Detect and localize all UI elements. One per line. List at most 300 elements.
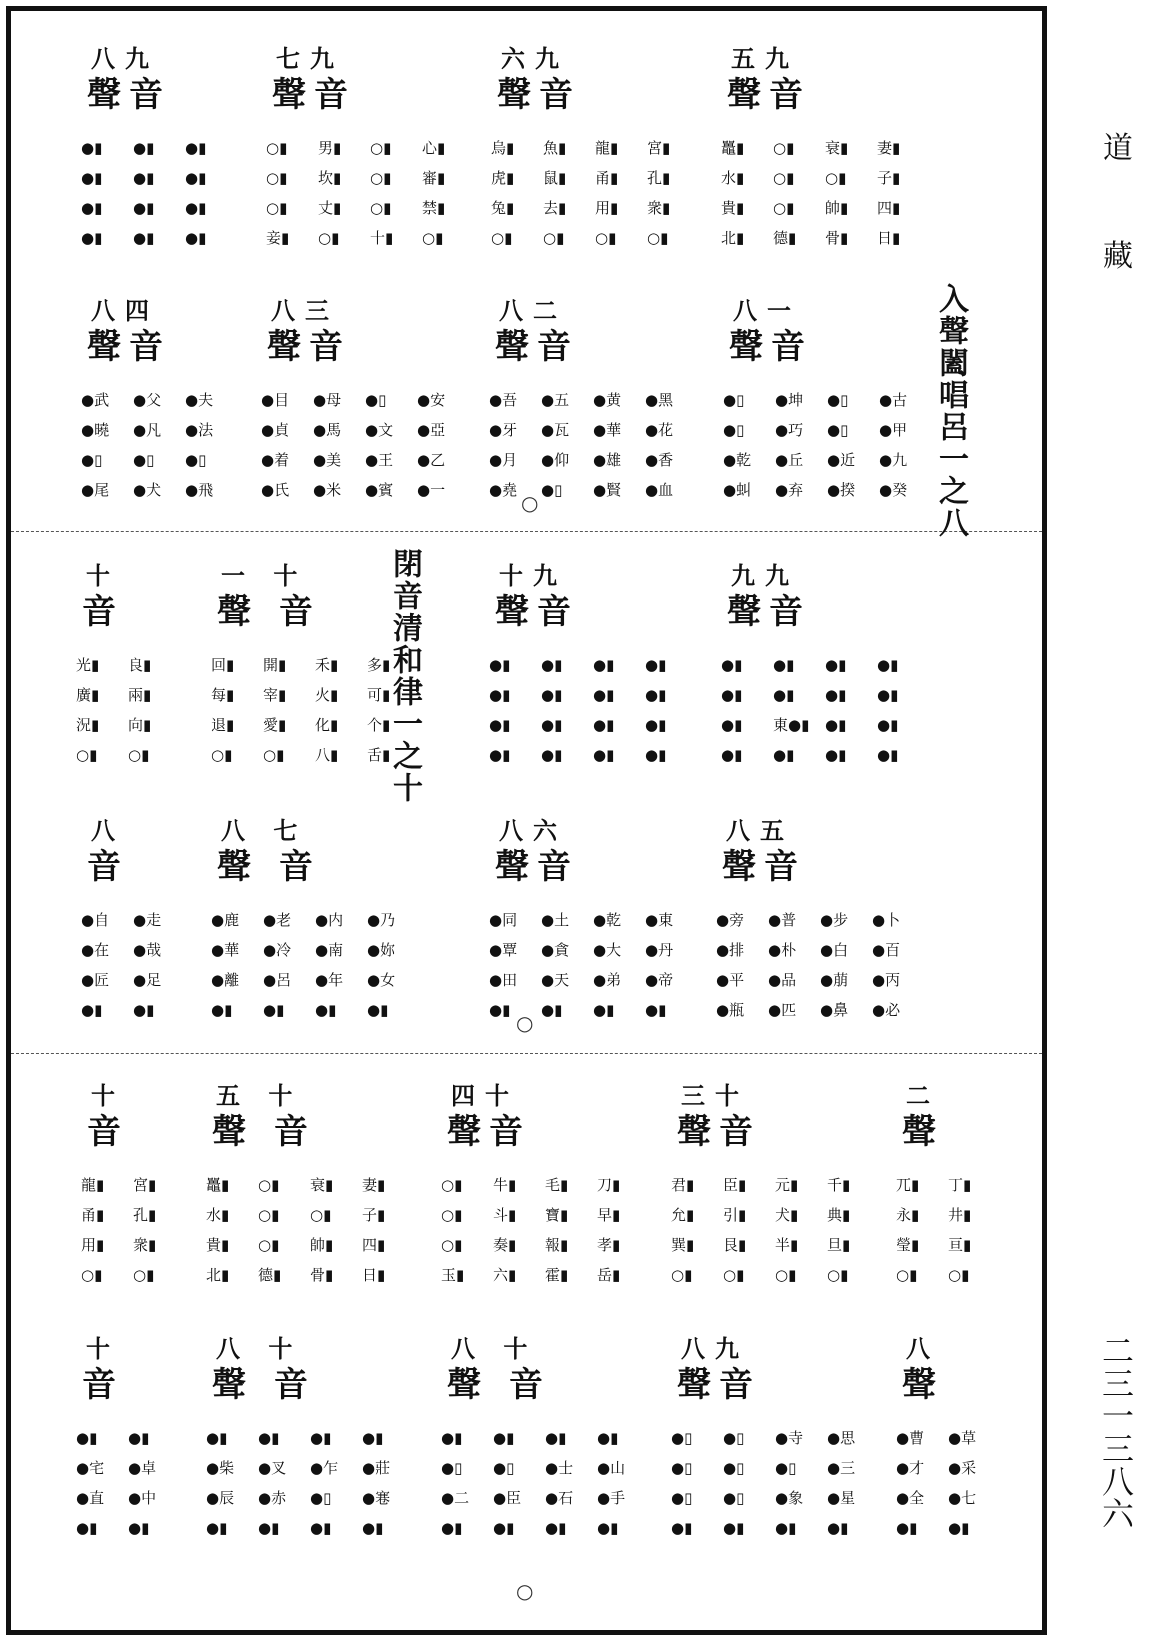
block-heading bbox=[206, 1329, 406, 1413]
character-grid bbox=[723, 389, 923, 501]
grid-cell: ●甲 bbox=[879, 421, 908, 439]
grid-cell: ●▮ bbox=[645, 716, 667, 734]
grid-cell: ●弟 bbox=[593, 971, 622, 989]
grid-cell: ●丘 bbox=[775, 451, 804, 469]
text-block bbox=[716, 811, 916, 1031]
grid-cell: ●土 bbox=[541, 911, 570, 929]
heading-number: 四十 bbox=[451, 1081, 519, 1110]
grid-cell bbox=[1000, 1457, 1044, 1479]
grid-cell bbox=[1052, 1234, 1096, 1256]
grid-cell: 衰▮ bbox=[310, 1176, 334, 1194]
grid-cell: 丁▮ bbox=[948, 1176, 972, 1194]
grid-cell: 用▮ bbox=[81, 1236, 105, 1254]
heading-number: 九九 bbox=[731, 561, 799, 590]
grid-cell bbox=[1052, 1487, 1096, 1509]
grid-cell: 巽▮ bbox=[671, 1236, 695, 1254]
grid-cell: 丈▮ bbox=[318, 199, 342, 217]
text-block bbox=[81, 39, 281, 259]
grid-cell: 報▮ bbox=[545, 1236, 569, 1254]
grid-cell: ●尾 bbox=[81, 481, 110, 499]
heading-title: 聲 音 bbox=[212, 1365, 316, 1405]
heading-title: 聲音 bbox=[495, 847, 579, 887]
character-grid bbox=[266, 137, 466, 249]
grid-cell: ●▮ bbox=[541, 1001, 563, 1019]
grid-cell: ●宅 bbox=[76, 1459, 105, 1477]
grid-cell: ●▮ bbox=[597, 1429, 619, 1447]
heading-number: 八二 bbox=[499, 296, 567, 325]
character-grid bbox=[716, 909, 916, 1021]
grid-cell: ●▮ bbox=[721, 746, 743, 764]
grid-cell: ●▯ bbox=[827, 391, 849, 409]
grid-cell: ○▮ bbox=[827, 1266, 849, 1284]
character-grid bbox=[721, 654, 921, 766]
grid-cell: 早▮ bbox=[597, 1206, 621, 1224]
grid-cell: ●美 bbox=[313, 451, 342, 469]
vertical-title: 入聲闔唱呂一之八 bbox=[933, 283, 968, 539]
grid-cell: ●▮ bbox=[367, 1001, 389, 1019]
heading-number: 八三 bbox=[271, 296, 339, 325]
heading-title: 聲音 bbox=[272, 75, 356, 115]
grid-cell bbox=[1000, 1234, 1044, 1256]
grid-cell: ●揆 bbox=[827, 481, 856, 499]
side-title bbox=[1093, 130, 1143, 345]
grid-cell: ●武 bbox=[81, 391, 110, 409]
text-block bbox=[723, 291, 923, 511]
grid-cell: ●近 bbox=[827, 451, 856, 469]
grid-cell: ○▮ bbox=[543, 229, 565, 247]
grid-cell: ●七 bbox=[948, 1489, 977, 1507]
grid-cell: 玉▮ bbox=[441, 1266, 465, 1284]
block-heading bbox=[489, 556, 689, 640]
character-grid bbox=[206, 1427, 406, 1539]
grid-cell: 貴▮ bbox=[721, 199, 745, 217]
text-block bbox=[721, 39, 921, 259]
grid-cell: 孔▮ bbox=[133, 1206, 157, 1224]
heading-title: 音 bbox=[87, 847, 129, 887]
character-grid bbox=[721, 137, 921, 249]
grid-cell: ●▮ bbox=[489, 1001, 511, 1019]
grid-cell: ○▮ bbox=[370, 169, 392, 187]
block-heading bbox=[206, 1076, 406, 1160]
grid-cell: 刀▮ bbox=[597, 1176, 621, 1194]
grid-cell: 毛▮ bbox=[545, 1176, 569, 1194]
heading-number: 五 十 bbox=[216, 1081, 303, 1110]
grid-cell: ●萠 bbox=[820, 971, 849, 989]
grid-cell: 帥▮ bbox=[825, 199, 849, 217]
grid-cell: ●▮ bbox=[825, 746, 847, 764]
grid-cell: ●▮ bbox=[263, 1001, 285, 1019]
grid-cell: ○▮ bbox=[310, 1206, 332, 1224]
grid-cell: 半▮ bbox=[775, 1236, 799, 1254]
heading-number: 八 十 bbox=[451, 1334, 538, 1363]
grid-cell: ●匠 bbox=[81, 971, 110, 989]
grid-cell: 十▮ bbox=[370, 229, 394, 247]
grid-cell: 允▮ bbox=[671, 1206, 695, 1224]
grid-cell: ●▯ bbox=[310, 1489, 332, 1507]
block-heading bbox=[81, 39, 281, 123]
grid-cell: 四▮ bbox=[362, 1236, 386, 1254]
grid-cell: ●士 bbox=[545, 1459, 574, 1477]
grid-cell: 兔▮ bbox=[491, 199, 515, 217]
grid-cell: ●田 bbox=[489, 971, 518, 989]
grid-cell: ●▮ bbox=[645, 746, 667, 764]
heading-title: 聲音 bbox=[727, 75, 811, 115]
grid-cell: ●▮ bbox=[315, 1001, 337, 1019]
grid-cell: 用▮ bbox=[595, 199, 619, 217]
grid-cell: ●母 bbox=[313, 391, 342, 409]
grid-cell: ○▮ bbox=[258, 1236, 280, 1254]
grid-cell: ●▮ bbox=[877, 656, 899, 674]
grid-cell: ●星 bbox=[827, 1489, 856, 1507]
grid-cell: ●弃 bbox=[775, 481, 804, 499]
grid-cell: ●▮ bbox=[721, 656, 743, 674]
block-heading bbox=[489, 291, 689, 375]
grid-cell: 北▮ bbox=[206, 1266, 230, 1284]
grid-cell: ●鹿 bbox=[211, 911, 240, 929]
grid-cell: ●安 bbox=[417, 391, 446, 409]
grid-cell: 旦▮ bbox=[827, 1236, 851, 1254]
heading-title: 音 bbox=[82, 1365, 124, 1405]
grid-cell: ●▮ bbox=[773, 746, 795, 764]
heading-number: 八一 bbox=[733, 296, 801, 325]
grid-cell: ●曉 bbox=[81, 421, 110, 439]
grid-cell: ●朴 bbox=[768, 941, 797, 959]
grid-cell: ●平 bbox=[716, 971, 745, 989]
heading-number: 八九 bbox=[91, 44, 159, 73]
heading-number: 一 十 bbox=[221, 561, 308, 590]
grid-cell: ●▮ bbox=[721, 716, 743, 734]
block-heading bbox=[441, 1329, 641, 1413]
grid-cell: ●▮ bbox=[185, 199, 207, 217]
block-heading bbox=[896, 1076, 1096, 1160]
grid-cell: ●▯ bbox=[723, 391, 745, 409]
grid-cell: ●乙 bbox=[417, 451, 446, 469]
grid-cell: ○▮ bbox=[491, 229, 513, 247]
grid-cell: ●文 bbox=[365, 421, 394, 439]
heading-title: 聲音 bbox=[722, 847, 806, 887]
grid-cell: 審▮ bbox=[422, 169, 446, 187]
grid-cell: ●▮ bbox=[133, 139, 155, 157]
grid-cell: ○▮ bbox=[318, 229, 340, 247]
grid-cell: ○▮ bbox=[258, 1176, 280, 1194]
grid-cell: ●妳 bbox=[367, 941, 396, 959]
heading-number: 八 bbox=[906, 1334, 940, 1363]
block-heading bbox=[721, 39, 921, 123]
grid-cell: ○▮ bbox=[266, 139, 288, 157]
grid-cell: 向▮ bbox=[128, 716, 152, 734]
grid-cell: ●乃 bbox=[367, 911, 396, 929]
grid-cell: ●▯ bbox=[671, 1459, 693, 1477]
grid-cell: ●旁 bbox=[716, 911, 745, 929]
grid-cell: ●飛 bbox=[185, 481, 214, 499]
heading-number: 八九 bbox=[681, 1334, 749, 1363]
grid-cell: 貴▮ bbox=[206, 1236, 230, 1254]
grid-cell: ●華 bbox=[211, 941, 240, 959]
grid-cell: ●▯ bbox=[671, 1489, 693, 1507]
grid-cell: ○▮ bbox=[773, 169, 795, 187]
grid-cell: ○▮ bbox=[128, 746, 150, 764]
grid-cell: ●▮ bbox=[645, 656, 667, 674]
grid-cell: ●▮ bbox=[593, 746, 615, 764]
character-grid bbox=[491, 137, 691, 249]
grid-cell: 斗▮ bbox=[493, 1206, 517, 1224]
grid-cell: ●排 bbox=[716, 941, 745, 959]
grid-cell: 孝▮ bbox=[597, 1236, 621, 1254]
grid-cell: ●▮ bbox=[877, 746, 899, 764]
grid-cell: ●▮ bbox=[723, 1519, 745, 1537]
grid-cell: ●▮ bbox=[827, 1519, 849, 1537]
grid-cell: ●年 bbox=[315, 971, 344, 989]
grid-cell: ●草 bbox=[948, 1429, 977, 1447]
character-grid bbox=[441, 1427, 641, 1539]
grid-cell: ●臣 bbox=[493, 1489, 522, 1507]
grid-cell: 日▮ bbox=[362, 1266, 386, 1284]
grid-cell: ●卓 bbox=[128, 1459, 157, 1477]
grid-cell: 子▮ bbox=[362, 1206, 386, 1224]
side-title-char: 道 bbox=[1103, 131, 1133, 166]
grid-cell: ●父 bbox=[133, 391, 162, 409]
grid-cell bbox=[1052, 1264, 1096, 1286]
grid-cell: 良▮ bbox=[128, 656, 152, 674]
grid-cell: ●牙 bbox=[489, 421, 518, 439]
grid-cell: ●▮ bbox=[133, 229, 155, 247]
grid-cell: ●虯 bbox=[723, 481, 752, 499]
heading-title: 聲音 bbox=[87, 75, 171, 115]
heading-number: 八四 bbox=[91, 296, 159, 325]
text-block bbox=[489, 291, 689, 511]
grid-cell: ●▮ bbox=[258, 1429, 280, 1447]
grid-cell: ●氏 bbox=[261, 481, 290, 499]
grid-cell: ●采 bbox=[948, 1459, 977, 1477]
grid-cell: ●貪 bbox=[541, 941, 570, 959]
grid-cell: ●▮ bbox=[721, 686, 743, 704]
character-grid bbox=[211, 909, 411, 1021]
text-block bbox=[671, 1329, 871, 1549]
heading-title: 聲音 bbox=[677, 1112, 761, 1152]
vertical-title: 閉音清和律一之十 bbox=[387, 548, 422, 804]
grid-cell: 舌▮ bbox=[367, 746, 391, 764]
grid-cell: 孔▮ bbox=[647, 169, 671, 187]
grid-cell: 犬▮ bbox=[775, 1206, 799, 1224]
grid-cell: ●堯 bbox=[489, 481, 518, 499]
grid-cell: 寶▮ bbox=[545, 1206, 569, 1224]
grid-cell: ●▮ bbox=[593, 686, 615, 704]
grid-cell: ●東 bbox=[645, 911, 674, 929]
grid-cell: 甬▮ bbox=[81, 1206, 105, 1224]
grid-cell: ●走 bbox=[133, 911, 162, 929]
grid-cell: 德▮ bbox=[773, 229, 797, 247]
grid-cell: ●▯ bbox=[541, 481, 563, 499]
character-grid bbox=[81, 389, 281, 501]
grid-cell: 多▮ bbox=[367, 656, 391, 674]
grid-cell: ●▮ bbox=[185, 229, 207, 247]
grid-cell: 妻▮ bbox=[362, 1176, 386, 1194]
page-number-char: 六 bbox=[1101, 1495, 1134, 1534]
grid-cell: ●▮ bbox=[489, 716, 511, 734]
grid-cell: ●思 bbox=[827, 1429, 856, 1447]
grid-cell: ●▮ bbox=[948, 1519, 970, 1537]
grid-cell: ●瓦 bbox=[541, 421, 570, 439]
grid-cell: ●▮ bbox=[593, 1001, 615, 1019]
block-heading bbox=[896, 1329, 1096, 1413]
heading-number: 十九 bbox=[499, 561, 567, 590]
grid-cell: ●黄 bbox=[593, 391, 622, 409]
grid-cell: ●乍 bbox=[310, 1459, 339, 1477]
grid-cell: ●▮ bbox=[81, 1001, 103, 1019]
grid-cell: 禁▮ bbox=[422, 199, 446, 217]
grid-cell: ●犬 bbox=[133, 481, 162, 499]
heading-title: 聲音 bbox=[727, 592, 811, 632]
grid-cell: 龍▮ bbox=[595, 139, 619, 157]
grid-cell: ●丹 bbox=[645, 941, 674, 959]
grid-cell: ●▮ bbox=[133, 1001, 155, 1019]
text-block bbox=[206, 1329, 406, 1549]
grid-cell: 男▮ bbox=[318, 139, 342, 157]
grid-cell bbox=[1000, 1427, 1044, 1449]
text-block bbox=[206, 1076, 406, 1296]
grid-cell: ●法 bbox=[185, 421, 214, 439]
grid-cell: ○▮ bbox=[896, 1266, 918, 1284]
character-grid bbox=[261, 389, 461, 501]
grid-cell: ●▯ bbox=[671, 1429, 693, 1447]
grid-cell: ●離 bbox=[211, 971, 240, 989]
grid-cell: ●仰 bbox=[541, 451, 570, 469]
grid-cell: 兩▮ bbox=[128, 686, 152, 704]
circle-marker: ○ bbox=[516, 1011, 534, 1035]
text-block bbox=[671, 1076, 871, 1296]
text-block bbox=[721, 556, 921, 776]
grid-cell: ●吾 bbox=[489, 391, 518, 409]
grid-cell: ●王 bbox=[365, 451, 394, 469]
grid-cell: ○▮ bbox=[773, 199, 795, 217]
grid-cell: ●黑 bbox=[645, 391, 674, 409]
grid-cell: 典▮ bbox=[827, 1206, 851, 1224]
grid-cell: ●華 bbox=[593, 421, 622, 439]
grid-cell: ●▮ bbox=[489, 656, 511, 674]
grid-cell: ●步 bbox=[820, 911, 849, 929]
grid-cell: 奏▮ bbox=[493, 1236, 517, 1254]
grid-cell: ●莊 bbox=[362, 1459, 391, 1477]
text-block bbox=[896, 1329, 1096, 1549]
character-grid bbox=[441, 1174, 641, 1286]
grid-cell: ●▮ bbox=[76, 1519, 98, 1537]
grid-cell: ●内 bbox=[315, 911, 344, 929]
heading-number: 十 bbox=[86, 1334, 120, 1363]
text-block bbox=[81, 291, 281, 511]
grid-cell bbox=[1000, 1174, 1044, 1196]
grid-cell: ●▯ bbox=[723, 1489, 745, 1507]
page-frame bbox=[6, 6, 1047, 1635]
heading-title: 聲音 bbox=[677, 1365, 761, 1405]
grid-cell: ●▮ bbox=[593, 656, 615, 674]
grid-cell: ●乾 bbox=[593, 911, 622, 929]
grid-cell bbox=[1000, 1517, 1044, 1539]
grid-cell: 宮▮ bbox=[133, 1176, 157, 1194]
grid-cell: ●一 bbox=[417, 481, 446, 499]
grid-cell: ●▮ bbox=[185, 169, 207, 187]
circle-marker: ○ bbox=[516, 1579, 534, 1603]
grid-cell: 艮▮ bbox=[723, 1236, 747, 1254]
grid-cell: ●女 bbox=[367, 971, 396, 989]
grid-cell: ○▮ bbox=[773, 139, 795, 157]
grid-cell bbox=[1052, 1174, 1096, 1196]
grid-cell bbox=[1000, 1204, 1044, 1226]
grid-cell: ●▮ bbox=[310, 1429, 332, 1447]
grid-cell: 君▮ bbox=[671, 1176, 695, 1194]
text-block bbox=[266, 39, 466, 259]
character-grid bbox=[671, 1427, 871, 1539]
grid-cell: ●中 bbox=[128, 1489, 157, 1507]
heading-title: 音 bbox=[87, 1112, 129, 1152]
grid-cell: ●▮ bbox=[81, 139, 103, 157]
grid-cell: ●凡 bbox=[133, 421, 162, 439]
grid-cell: ●▮ bbox=[133, 169, 155, 187]
grid-cell: ●馬 bbox=[313, 421, 342, 439]
grid-cell: ●▮ bbox=[362, 1519, 384, 1537]
grid-cell: 水▮ bbox=[206, 1206, 230, 1224]
grid-cell: ●直 bbox=[76, 1489, 105, 1507]
grid-cell: ●寺 bbox=[775, 1429, 804, 1447]
grid-cell: ●▮ bbox=[877, 686, 899, 704]
text-block bbox=[441, 1076, 641, 1296]
grid-cell: ●着 bbox=[261, 451, 290, 469]
character-grid bbox=[206, 1174, 406, 1286]
heading-number: 八五 bbox=[726, 816, 794, 845]
grid-cell: 可▮ bbox=[367, 686, 391, 704]
grid-cell: ●▮ bbox=[877, 716, 899, 734]
block-heading bbox=[721, 556, 921, 640]
grid-cell: ●▮ bbox=[541, 716, 563, 734]
grid-cell: ●鼻 bbox=[820, 1001, 849, 1019]
grid-cell: 宮▮ bbox=[647, 139, 671, 157]
grid-cell: ○▮ bbox=[441, 1206, 463, 1224]
grid-cell: ●赤 bbox=[258, 1489, 287, 1507]
heading-number: 七九 bbox=[276, 44, 344, 73]
grid-cell: 龍▮ bbox=[81, 1176, 105, 1194]
grid-cell: 牛▮ bbox=[493, 1176, 517, 1194]
heading-title: 音 bbox=[82, 592, 124, 632]
block-heading bbox=[261, 291, 461, 375]
text-block bbox=[491, 39, 691, 259]
grid-cell: 个▮ bbox=[367, 716, 391, 734]
grid-cell: ●二 bbox=[441, 1489, 470, 1507]
grid-cell: ●賓 bbox=[365, 481, 394, 499]
grid-cell: 甬▮ bbox=[595, 169, 619, 187]
grid-cell: 井▮ bbox=[948, 1206, 972, 1224]
grid-cell: ●血 bbox=[645, 481, 674, 499]
grid-cell: ●▮ bbox=[545, 1429, 567, 1447]
grid-cell: ●▮ bbox=[896, 1519, 918, 1537]
text-block bbox=[896, 1076, 1096, 1296]
grid-cell: ●九 bbox=[879, 451, 908, 469]
heading-number: 二 bbox=[906, 1081, 940, 1110]
grid-cell: ●▯ bbox=[81, 451, 103, 469]
heading-title: 聲音 bbox=[267, 327, 351, 367]
grid-cell: ○▮ bbox=[263, 746, 285, 764]
grid-cell: ●月 bbox=[489, 451, 518, 469]
grid-cell: 鼠▮ bbox=[543, 169, 567, 187]
grid-cell: ○▮ bbox=[133, 1266, 155, 1284]
grid-cell: ○▮ bbox=[266, 169, 288, 187]
grid-cell: ●曹 bbox=[896, 1429, 925, 1447]
heading-number: 三十 bbox=[681, 1081, 749, 1110]
character-grid bbox=[489, 389, 689, 501]
grid-cell: ●▯ bbox=[775, 1459, 797, 1477]
heading-title: 聲音 bbox=[497, 75, 581, 115]
grid-cell: ●▯ bbox=[365, 391, 387, 409]
grid-cell: ●▮ bbox=[645, 686, 667, 704]
grid-cell: 火▮ bbox=[315, 686, 339, 704]
